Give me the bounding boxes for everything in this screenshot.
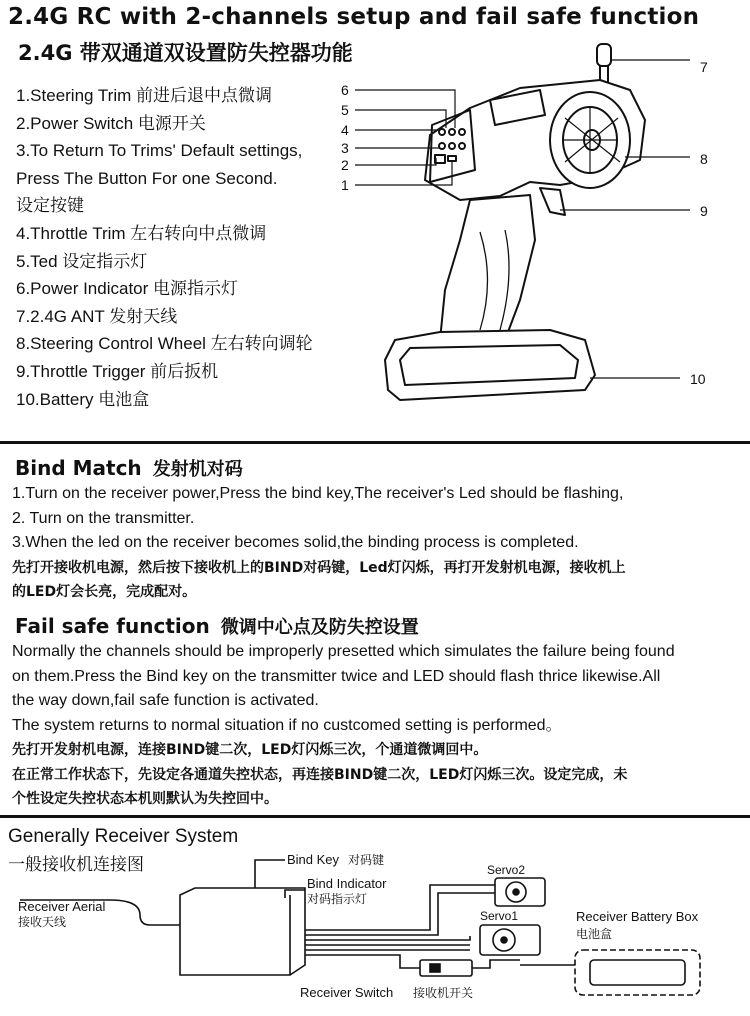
parts-legend [16,82,313,413]
failsafe-title: Fail safe function [15,614,210,638]
legend-item: 设定按键 [16,196,84,216]
battery-box-label: Receiver Battery Box [576,909,699,924]
callout-8: 8 [700,151,708,167]
receiver-switch-label-zh: 接收机开关 [413,986,474,1000]
legend-item: 8.Steering Control Wheel 左右转向调轮 [16,334,313,354]
servo2-label: Servo2 [487,863,526,877]
bind-line: 1.Turn on the receiver power,Press the bind key,The receiver's Led should be flashing, [12,485,624,502]
page-title: 2.4G RC with 2-channels setup and fail safe function [8,4,700,30]
bind-line: 2. Turn on the transmitter. [12,509,195,527]
bind-title: Bind Match [15,456,142,480]
callout-3: 3 [341,140,349,156]
legend-item: 7.2.4G ANT 发射天线 [16,306,178,326]
callout-10: 10 [690,371,706,387]
legend-item: 1.Steering Trim 前进后退中点微调 [16,86,272,105]
section-divider [0,815,750,818]
legend-item: 4.Throttle Trim 左右转向中点微调 [16,223,267,243]
receiver-icon [180,888,305,975]
failsafe-line: on them.Press the Bind key on the transmitter twice and LED should flash thrice likewise.All [12,667,661,685]
battery-box-label-zh: 电池盒 [576,927,613,941]
bind-instructions [12,482,626,605]
bind-line: 3.When the led on the receiver becomes solid,the binding process is completed. [12,534,579,551]
callout-4: 4 [341,122,349,138]
battery-box-icon [385,330,595,400]
battery-box-icon [575,950,700,995]
failsafe-line: The system returns to normal situation if no custcomed setting is performed。 [12,716,562,734]
bind-key-label-zh: 对码键 [348,853,385,867]
legend-item: Press The Button For one Second. [16,168,278,188]
callout-9: 9 [700,203,708,219]
failsafe-line-zh: 先打开发射机电源，连接BIND键二次，LED灯闪烁三次，个通道微调回中。 [12,742,488,758]
failsafe-section [15,613,419,639]
servo1-icon [480,925,540,955]
legend-item: 2.Power Switch 电源开关 [16,113,206,133]
legend-item: 3.To Return To Trims' Default settings, [16,141,303,161]
bind-section [15,455,243,481]
callout-7: 7 [700,59,708,75]
callout-1: 1 [341,177,349,193]
legend-item: 9.Throttle Trigger 前后扳机 [16,361,219,381]
bind-title-zh: 发射机对码 [152,459,243,480]
failsafe-title-zh: 微调中心点及防失控设置 [220,617,419,638]
failsafe-instructions [12,640,675,812]
receiver-switch-icon [420,960,472,976]
receiver-title-zh: 一般接收机连接图 [8,855,144,875]
bind-line-zh: 的LED灯会长亮，完成配对。 [12,584,197,600]
servo1-label: Servo1 [480,909,519,923]
failsafe-line-zh: 个性设定失控状态本机则默认为失控回中。 [12,791,278,807]
callout-2: 2 [341,157,349,173]
bind-indicator-label-zh: 对码指示灯 [307,892,368,906]
section-divider [0,441,750,444]
bind-line-zh: 先打开接收机电源，然后按下接收机上的BIND对码键，Led灯闪烁，再打开发射机电源，接收机上 [12,559,626,576]
receiver-diagram [0,820,750,1016]
trigger-icon [540,188,565,215]
legend-item: 10.Battery 电池盒 [16,389,150,409]
failsafe-line-zh: 在正常工作状态下，先设定各通道失控状态，再连接BIND键二次，LED灯闪烁三次。设定完成，未 [12,766,628,783]
callout-6: 6 [341,82,349,98]
bind-indicator-label: Bind Indicator [307,876,387,891]
aerial-label: Receiver Aerial [18,899,106,914]
callout-5: 5 [341,102,349,118]
failsafe-line: the way down,fail safe function is activated. [12,692,319,709]
legend-item: 6.Power Indicator 电源指示灯 [16,279,239,299]
antenna-icon [597,44,611,66]
transmitter-illustration [330,35,750,435]
legend-item: 5.Ted 设定指示灯 [16,251,148,271]
page-subtitle: 2.4G 带双通道双设置防失控器功能 [18,41,353,65]
receiver-title: Generally Receiver System [8,826,239,847]
receiver-switch-label: Receiver Switch [300,985,394,1000]
failsafe-line: Normally the channels should be improperly presetted which simulates the failure being found [12,643,675,660]
bind-key-label: Bind Key [287,852,340,867]
aerial-label-zh: 接收天线 [18,915,67,929]
